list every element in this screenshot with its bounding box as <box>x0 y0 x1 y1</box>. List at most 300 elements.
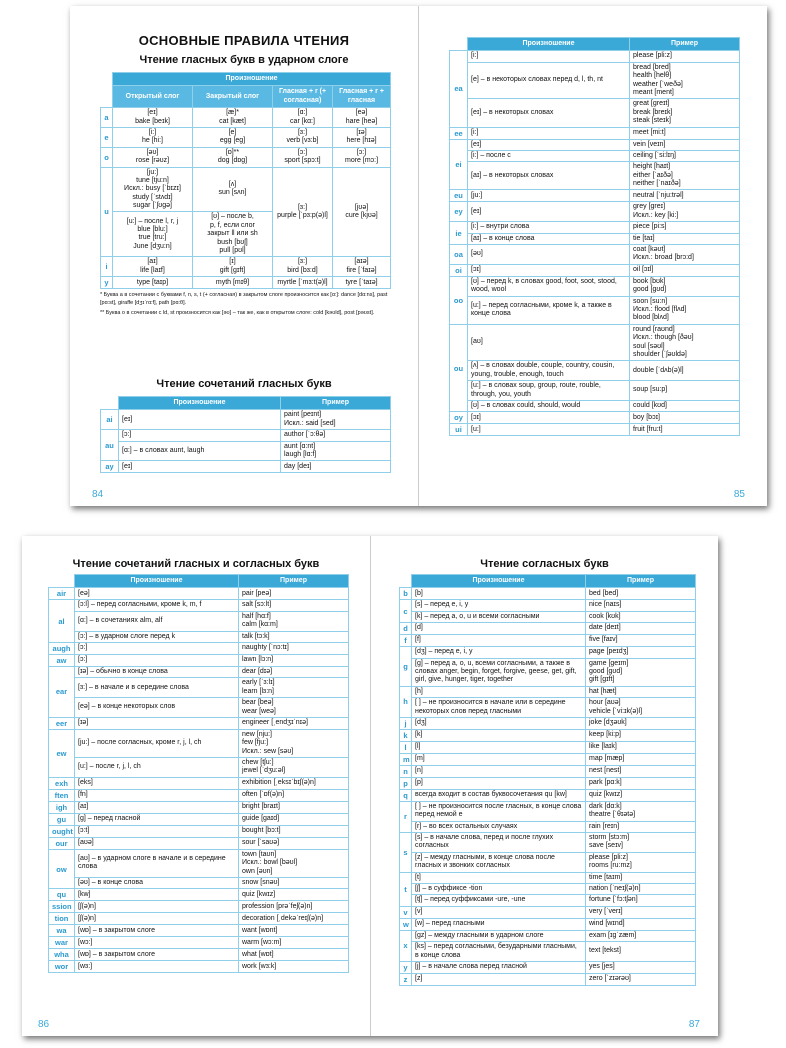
example-cell: pair [peə] <box>239 588 349 600</box>
pronunciation-cell: [z] <box>412 973 586 985</box>
pronunciation-cell: [eɪ] <box>468 202 630 222</box>
table-row <box>400 635 696 647</box>
pronunciation-cell: [u:] – перед согласными, кроме k, а также в конце слова <box>468 296 630 324</box>
table-corner <box>101 73 113 108</box>
letter-cell: n <box>400 765 412 777</box>
table-row <box>400 918 696 930</box>
table-row <box>400 777 696 789</box>
example-cell: yes [jes] <box>586 961 696 973</box>
example-cell: sour [ˈsaʊə] <box>239 837 349 849</box>
pronunciation-cell: [ɪə] <box>75 717 239 729</box>
book-spread-86-87 <box>22 536 718 1036</box>
table-cell: [ʌ] sun [sʌn] <box>193 167 273 212</box>
pronunciation-cell: [k] <box>412 729 586 741</box>
example-cell: rain [reɪn] <box>586 821 696 832</box>
table-row <box>450 233 740 244</box>
table-row <box>400 623 696 635</box>
pronunciation-cell: [ʊ] – в словах could, should, would <box>468 400 630 411</box>
table-row <box>101 461 391 473</box>
letter-cell: ay <box>101 461 119 473</box>
example-cell: fruit [fru:t] <box>630 424 740 436</box>
pronunciation-cell: [ɔ:] <box>75 654 239 666</box>
page-number: 84 <box>92 489 104 500</box>
table-row <box>450 139 740 150</box>
letter-cell: t <box>400 872 412 906</box>
table-row <box>49 949 349 961</box>
table-cell: [aɪə] fire [ˈfaɪə] <box>333 257 391 277</box>
table-row <box>49 849 349 877</box>
page-title: Чтение сочетаний гласных и согласных букв <box>72 558 320 570</box>
table-cell: tyre [ˈtaɪə] <box>333 277 391 289</box>
column-header-pronunciation: Произношение <box>75 575 239 588</box>
table-row <box>450 264 740 276</box>
example-cell: guide [gaɪd] <box>239 813 349 825</box>
pronunciation-cell: [ɪə] – обычно в конце слова <box>75 666 239 677</box>
letter-cell: ew <box>49 729 75 777</box>
table-row <box>49 889 349 901</box>
example-cell: engineer [ˌendʒɪˈnɪə] <box>239 717 349 729</box>
example-cell: nation [ˈneɪʃ(ə)n] <box>586 884 696 895</box>
pronunciation-cell: [ɜ:] – в начале и в середине слова <box>75 678 239 698</box>
table-cell: [eɪ] bake [beɪk] <box>113 108 193 128</box>
letter-cell: x <box>400 930 412 961</box>
letter-cell: q <box>400 789 412 801</box>
table-cell: [ɜ:] bird [bɜ:d] <box>273 257 333 277</box>
table-row <box>101 147 391 167</box>
example-cell: often [ˈɒf(ə)n] <box>239 789 349 801</box>
table-cell: [ɪ] gift [gɪft] <box>193 257 273 277</box>
table-row <box>450 222 740 233</box>
table-cell: [e] egg [eg] <box>193 127 273 147</box>
table-row <box>49 825 349 837</box>
pronunciation-cell: [eə] – в конце некоторых слов <box>75 698 239 718</box>
page-86 <box>22 536 370 1036</box>
letter-cell: c <box>400 600 412 623</box>
example-cell: half [hɑ:f] calm [kɑ:m] <box>239 611 349 631</box>
pronunciation-cell: [h] <box>412 686 586 697</box>
table-row <box>101 441 391 461</box>
column-header-vowel-r-vowel: Гласная + r + гласная <box>333 86 391 108</box>
example-cell: bear [beə] wear [weə] <box>239 698 349 718</box>
letter-cell: i <box>101 257 113 277</box>
table-cell: [i:] he [hi:] <box>113 127 193 147</box>
example-cell: what [wɒt] <box>239 949 349 961</box>
table-row <box>49 925 349 937</box>
table-row <box>49 611 349 631</box>
pronunciation-cell: [e] – в некоторых словах перед d, l, th, nt <box>468 62 630 99</box>
table-row <box>49 961 349 973</box>
table-cell: myth [mɪθ] <box>193 277 273 289</box>
example-cell: nice [naɪs] <box>586 600 696 611</box>
table-row <box>49 631 349 642</box>
example-cell: day [deɪ] <box>281 461 391 473</box>
example-cell: quiz [kwɪz] <box>239 889 349 901</box>
pronunciation-cell: [ɔɪ] <box>468 264 630 276</box>
table-row <box>400 753 696 765</box>
table-cell: [eə] hare [heə] <box>333 108 391 128</box>
pronunciation-cell: [ju:] – после согласных, кроме r, j, l, ch <box>75 729 239 757</box>
example-cell: chew [tʃu:] jewel [ˈdʒu:əl] <box>239 758 349 778</box>
pronunciation-cell: [u:] – после r, j, l, ch <box>75 758 239 778</box>
table-row <box>49 678 349 698</box>
table-row <box>400 698 696 718</box>
example-cell: great [greɪt] break [breɪk] steak [steɪk] <box>630 99 740 127</box>
pronunciation-cell: [fn] <box>75 789 239 801</box>
example-cell: naughty [ˈnɔ:tɪ] <box>239 642 349 654</box>
example-cell: date [deɪt] <box>586 623 696 635</box>
table-vowels-title: Чтение гласных букв в ударном слоге <box>139 54 349 66</box>
table-row <box>400 647 696 658</box>
table-row <box>400 765 696 777</box>
table-row <box>450 150 740 161</box>
letter-cell: ea <box>450 51 468 127</box>
page-87 <box>371 536 718 1036</box>
letter-cell: wor <box>49 961 75 973</box>
table-row <box>400 973 696 985</box>
table-row <box>450 162 740 190</box>
pronunciation-cell: [kw] <box>75 889 239 901</box>
pronunciation-cell: [l] <box>412 741 586 753</box>
example-cell: hat [hæt] <box>586 686 696 697</box>
example-cell: new [nju:] few [fju:] Искл.: sew [səʊ] <box>239 729 349 757</box>
pronunciation-cell: [g] – перед гласной <box>75 813 239 825</box>
table-row <box>400 884 696 895</box>
table-row <box>400 789 696 801</box>
table-corner <box>400 575 412 588</box>
example-cell: very [ˈverɪ] <box>586 906 696 918</box>
column-header-example: Пример <box>630 38 740 51</box>
table-cell: [ɜ:] verb [vɜ:b] <box>273 127 333 147</box>
example-cell: nest [nest] <box>586 765 696 777</box>
table-cell: [æ]* cat [kæt] <box>193 108 273 128</box>
table-row <box>49 801 349 813</box>
table-cell: [ɪə] here [hɪə] <box>333 127 391 147</box>
pronunciation-cell: [p] <box>412 777 586 789</box>
vowel-reading-table <box>100 72 390 317</box>
letter-cell: ui <box>450 424 468 436</box>
table-cell: [ɔ:] more [mɔ:] <box>333 147 391 167</box>
pronunciation-cell: [wɔ:] <box>75 937 239 949</box>
letter-cell: l <box>400 741 412 753</box>
pronunciation-cell: [ɔ:] <box>119 430 281 441</box>
example-cell: early [ˈɜ:lɪ] learn [lɜ:n] <box>239 678 349 698</box>
letter-cell: u <box>101 167 113 257</box>
column-header-example: Пример <box>239 575 349 588</box>
table-row <box>450 361 740 381</box>
column-header-pronunciation: Произношение <box>468 38 630 51</box>
example-cell: quiz [kwɪz] <box>586 789 696 801</box>
column-header-pronunciation: Произношение <box>412 575 586 588</box>
example-cell: exhibition [ˌeksɪˈbɪʃ(ə)n] <box>239 777 349 789</box>
example-cell: park [pɑ:k] <box>586 777 696 789</box>
table-row <box>400 717 696 729</box>
letter-cell: j <box>400 717 412 729</box>
pronunciation-cell: [n] <box>412 765 586 777</box>
table-row <box>101 108 391 128</box>
table-row <box>49 777 349 789</box>
column-header-open-syllable: Открытый слог <box>113 86 193 108</box>
table-row <box>49 813 349 825</box>
book-spread-84-85 <box>70 6 767 506</box>
letter-cell: au <box>101 430 119 461</box>
letter-cell: b <box>400 588 412 600</box>
page-title: ОСНОВНЫЕ ПРАВИЛА ЧТЕНИЯ <box>138 33 350 48</box>
letter-cell: eer <box>49 717 75 729</box>
pronunciation-cell: [eɪ] <box>119 410 281 430</box>
letter-cell: v <box>400 906 412 918</box>
vowel-consonant-combinations-table <box>48 574 348 973</box>
example-cell: neutral [ˈnju:trəl] <box>630 190 740 202</box>
pronunciation-cell: [gz] – между гласными в ударном слоге <box>412 930 586 941</box>
page-title: Чтение согласных букв <box>480 558 609 570</box>
example-cell: round [raʊnd] Искл.: though [ðəʊ] soul [səʊl] shoulder [ˈʃəʊldə] <box>630 324 740 361</box>
table-cell: [ʊ] – после b, p, f, если слог закрыт ll или sh bush [bʊʃ] pull [pʊl] <box>193 212 273 257</box>
letter-cell: p <box>400 777 412 789</box>
table-row <box>49 758 349 778</box>
letter-cell: oi <box>450 264 468 276</box>
pronunciation-cell: [eɪ] <box>119 461 281 473</box>
letter-cell: ow <box>49 849 75 889</box>
letter-cell: r <box>400 801 412 832</box>
table-row <box>400 686 696 697</box>
table-row <box>400 942 696 962</box>
letter-cell: oo <box>450 276 468 324</box>
table-row <box>450 62 740 99</box>
table-row <box>49 642 349 654</box>
pronunciation-cell: [ʃ] – в суффиксе -tion <box>412 884 586 895</box>
column-header-pronunciation: Произношение <box>113 73 391 86</box>
pronunciation-cell: [aʊ] <box>468 324 630 361</box>
column-header-closed-syllable: Закрытый слог <box>193 86 273 108</box>
column-header-pronunciation: Произношение <box>119 397 281 410</box>
example-cell: five [faɪv] <box>586 635 696 647</box>
letter-cell: f <box>400 635 412 647</box>
example-cell: tie [taɪ] <box>630 233 740 244</box>
example-cell: want [wɒnt] <box>239 925 349 937</box>
table-row <box>400 961 696 973</box>
page-84 <box>70 6 418 506</box>
footnote: ** Буква o в сочетании с ld, st произносится как [əʊ] – так же, как в открытом слоге: cold [kəʊld], post [pəʊst]. <box>100 310 375 317</box>
vowel-combinations-table-continued <box>449 37 739 436</box>
table-row <box>101 127 391 147</box>
pronunciation-cell: [f] <box>412 635 586 647</box>
page-85 <box>419 6 767 506</box>
table-cell: [aɪ] life [laɪf] <box>113 257 193 277</box>
table-cell: [ɑ:] car [kɑ:] <box>273 108 333 128</box>
letter-cell: y <box>101 277 113 289</box>
example-cell: ceiling [ˈsi:lɪŋ] <box>630 150 740 161</box>
table-row <box>450 381 740 401</box>
table-row <box>400 801 696 821</box>
page-number: 86 <box>38 1019 50 1030</box>
example-cell: book [bʊk] good [gʊd] <box>630 276 740 296</box>
example-cell: talk [tɔ:k] <box>239 631 349 642</box>
pronunciation-cell: [d] <box>412 623 586 635</box>
example-cell: please [pli:z] <box>630 51 740 62</box>
table-row <box>400 600 696 611</box>
page-number: 85 <box>733 489 745 500</box>
pronunciation-cell: [m] <box>412 753 586 765</box>
example-cell: please [pli:z] rooms [ru:mz] <box>586 852 696 872</box>
example-cell: keep [ki:p] <box>586 729 696 741</box>
table-row <box>101 430 391 441</box>
letter-cell: air <box>49 588 75 600</box>
example-cell: bread [bred] health [helθ] weather [ˈweðə] meant [ment] <box>630 62 740 99</box>
table-row <box>450 424 740 436</box>
example-cell: soon [su:n] Искл.: flood [flʌd] blood [blʌd] <box>630 296 740 324</box>
example-cell: like [laɪk] <box>586 741 696 753</box>
letter-cell: h <box>400 686 412 717</box>
pronunciation-cell: [aʊə] <box>75 837 239 849</box>
table-corner <box>450 38 468 51</box>
letter-cell: tion <box>49 913 75 925</box>
letter-cell: d <box>400 623 412 635</box>
letter-cell: ought <box>49 825 75 837</box>
table-row <box>450 99 740 127</box>
example-cell: vein [veɪn] <box>630 139 740 150</box>
letter-cell: ssion <box>49 901 75 913</box>
table-row <box>49 666 349 677</box>
pronunciation-cell: [ʃ(ə)n] <box>75 901 239 913</box>
pronunciation-cell: [ʃ(ə)n] <box>75 913 239 925</box>
table-row <box>49 878 349 889</box>
table-cell: [ju:] tune [tju:n] Искл.: busy [ˈbɪzɪ] study [ˈstʌdɪ] sugar [ˈʃʊgə] <box>113 167 193 212</box>
pronunciation-cell: [dʒ] <box>412 717 586 729</box>
pronunciation-cell: [wɜ:] <box>75 961 239 973</box>
letter-cell: z <box>400 973 412 985</box>
pronunciation-cell: [ju:] <box>468 190 630 202</box>
letter-cell: gu <box>49 813 75 825</box>
pronunciation-cell: [i:] <box>468 51 630 62</box>
pronunciation-cell: всегда входит в состав буквосочетания qu [kw] <box>412 789 586 801</box>
table-row <box>450 400 740 411</box>
footnote: * Буква a в сочетании с буквами f, n, s, t (+ согласная) в закрытом слоге произносится как [ɑ:]: dance [dɑ:ns], past [pɑ:st], giraffe [dʒɪˈrɑ:f], path [pɑ:θ]. <box>100 292 388 306</box>
example-cell: wind [wɪnd] <box>586 918 696 930</box>
pronunciation-cell: [eɪ] – в некоторых словах <box>468 99 630 127</box>
table-row <box>101 277 391 289</box>
table-row <box>400 658 696 686</box>
table-row <box>400 895 696 906</box>
table-cell: [ɜ:] purple [ˈpɜ:p(ə)l] <box>273 167 333 257</box>
column-header-vowel-r: Гласная + r (+ согласная) <box>273 86 333 108</box>
letter-cell: ie <box>450 222 468 245</box>
example-cell: joke [dʒəʊk] <box>586 717 696 729</box>
letter-cell: oy <box>450 412 468 424</box>
example-cell: salt [sɔ:lt] <box>239 600 349 611</box>
pronunciation-cell: [aɪ] <box>75 801 239 813</box>
table-row <box>450 296 740 324</box>
example-cell: oil [ɔɪl] <box>630 264 740 276</box>
pronunciation-cell: [ ] – не произносится после гласных, в конце слова перед немой e <box>412 801 586 821</box>
example-cell: lawn [lɔ:n] <box>239 654 349 666</box>
pronunciation-cell: [ɑ:] – в сочетаниях alm, alf <box>75 611 239 631</box>
letter-cell: ften <box>49 789 75 801</box>
table-row <box>400 611 696 622</box>
example-cell: snow [snəʊ] <box>239 878 349 889</box>
example-cell: profession [prəˈfeʃ(ə)n] <box>239 901 349 913</box>
pronunciation-cell: [ɔ:l] – перед согласными, кроме k, m, f <box>75 600 239 611</box>
letter-cell: igh <box>49 801 75 813</box>
example-cell: boy [bɔɪ] <box>630 412 740 424</box>
pronunciation-cell: [z] – между гласными, в конце слова после гласных и звонких согласных <box>412 852 586 872</box>
table-row <box>49 600 349 611</box>
pronunciation-cell: [wɒ] – в закрытом слоге <box>75 949 239 961</box>
example-cell: aunt [ɑ:nt] laugh [lɑ:f] <box>281 441 391 461</box>
pronunciation-cell: [eɪ] <box>468 139 630 150</box>
table-row <box>49 937 349 949</box>
table-row <box>450 276 740 296</box>
table-cell: myrtle [ˈmɜ:t(ə)l] <box>273 277 333 289</box>
pronunciation-cell: [tʃ] – перед суффиксами -ure, -une <box>412 895 586 906</box>
table-row <box>400 930 696 941</box>
pronunciation-cell: [wɒ] – в закрытом слоге <box>75 925 239 937</box>
consonant-reading-table <box>399 574 695 986</box>
vowel-combinations-table <box>100 396 390 473</box>
table-vowel-combinations-title: Чтение сочетаний гласных букв <box>156 378 332 390</box>
table-cell: type [taɪp] <box>113 277 193 289</box>
example-cell: coat [kəʊt] Искл.: broad [brɔ:d] <box>630 245 740 265</box>
table-cell: [əʊ] rose [rəʊz] <box>113 147 193 167</box>
table-row <box>49 717 349 729</box>
pronunciation-cell: [u:] <box>468 424 630 436</box>
example-cell: bought [bɔ:t] <box>239 825 349 837</box>
example-cell: dear [dɪə] <box>239 666 349 677</box>
letter-cell: aw <box>49 654 75 666</box>
pronunciation-cell: [j] – в начале слова перед гласной <box>412 961 586 973</box>
column-header-example: Пример <box>586 575 696 588</box>
letter-cell: eu <box>450 190 468 202</box>
letter-cell: al <box>49 600 75 643</box>
table-row <box>450 412 740 424</box>
example-cell: bed [bed] <box>586 588 696 600</box>
pronunciation-cell: [ʌ] – в словах double, couple, country, cousin, young, trouble, enough, touch <box>468 361 630 381</box>
pronunciation-cell: [əʊ] <box>468 245 630 265</box>
letter-cell: oa <box>450 245 468 265</box>
example-cell: author [ˈɔ:θə] <box>281 430 391 441</box>
letter-cell: y <box>400 961 412 973</box>
example-cell: map [mæp] <box>586 753 696 765</box>
letter-cell: war <box>49 937 75 949</box>
table-cell: [ɒ]** dog [dɒg] <box>193 147 273 167</box>
example-cell: work [wɜ:k] <box>239 961 349 973</box>
letter-cell: e <box>101 127 113 147</box>
example-cell: piece [pi:s] <box>630 222 740 233</box>
letter-cell: m <box>400 753 412 765</box>
letter-cell: o <box>101 147 113 167</box>
example-cell: town [taʊn] Искл.: bowl [bəʊl] own [əʊn] <box>239 849 349 877</box>
table-row <box>49 913 349 925</box>
letter-cell: ee <box>450 127 468 139</box>
example-cell: dark [dɑ:k] theatre [ˈθɪətə] <box>586 801 696 821</box>
example-cell: storm [stɔ:m] save [seɪv] <box>586 833 696 853</box>
example-cell: warm [wɔ:m] <box>239 937 349 949</box>
letter-cell: ai <box>101 410 119 430</box>
table-row <box>400 833 696 853</box>
table-cell: [u:] – после l, r, j blue [blu:] true [tru:] June [dʒu:n] <box>113 212 193 257</box>
table-row <box>400 821 696 832</box>
table-row <box>101 410 391 430</box>
pronunciation-cell: [g] – перед a, o, u, всеми согласными, а также в словах anger, begin, forget, forgive, geese, get, gift, girl, give, hunger, tiger, together <box>412 658 586 686</box>
pronunciation-cell: [ɔ:] <box>75 642 239 654</box>
letter-cell: s <box>400 833 412 873</box>
pronunciation-cell: [i:] <box>468 127 630 139</box>
pronunciation-cell: [w] – перед гласными <box>412 918 586 930</box>
table-row <box>101 167 391 212</box>
example-cell: exam [ɪgˈzæm] <box>586 930 696 941</box>
pronunciation-cell: [aɪ] – в некоторых словах <box>468 162 630 190</box>
table-row <box>450 51 740 62</box>
example-cell: double [ˈdʌb(ə)l] <box>630 361 740 381</box>
